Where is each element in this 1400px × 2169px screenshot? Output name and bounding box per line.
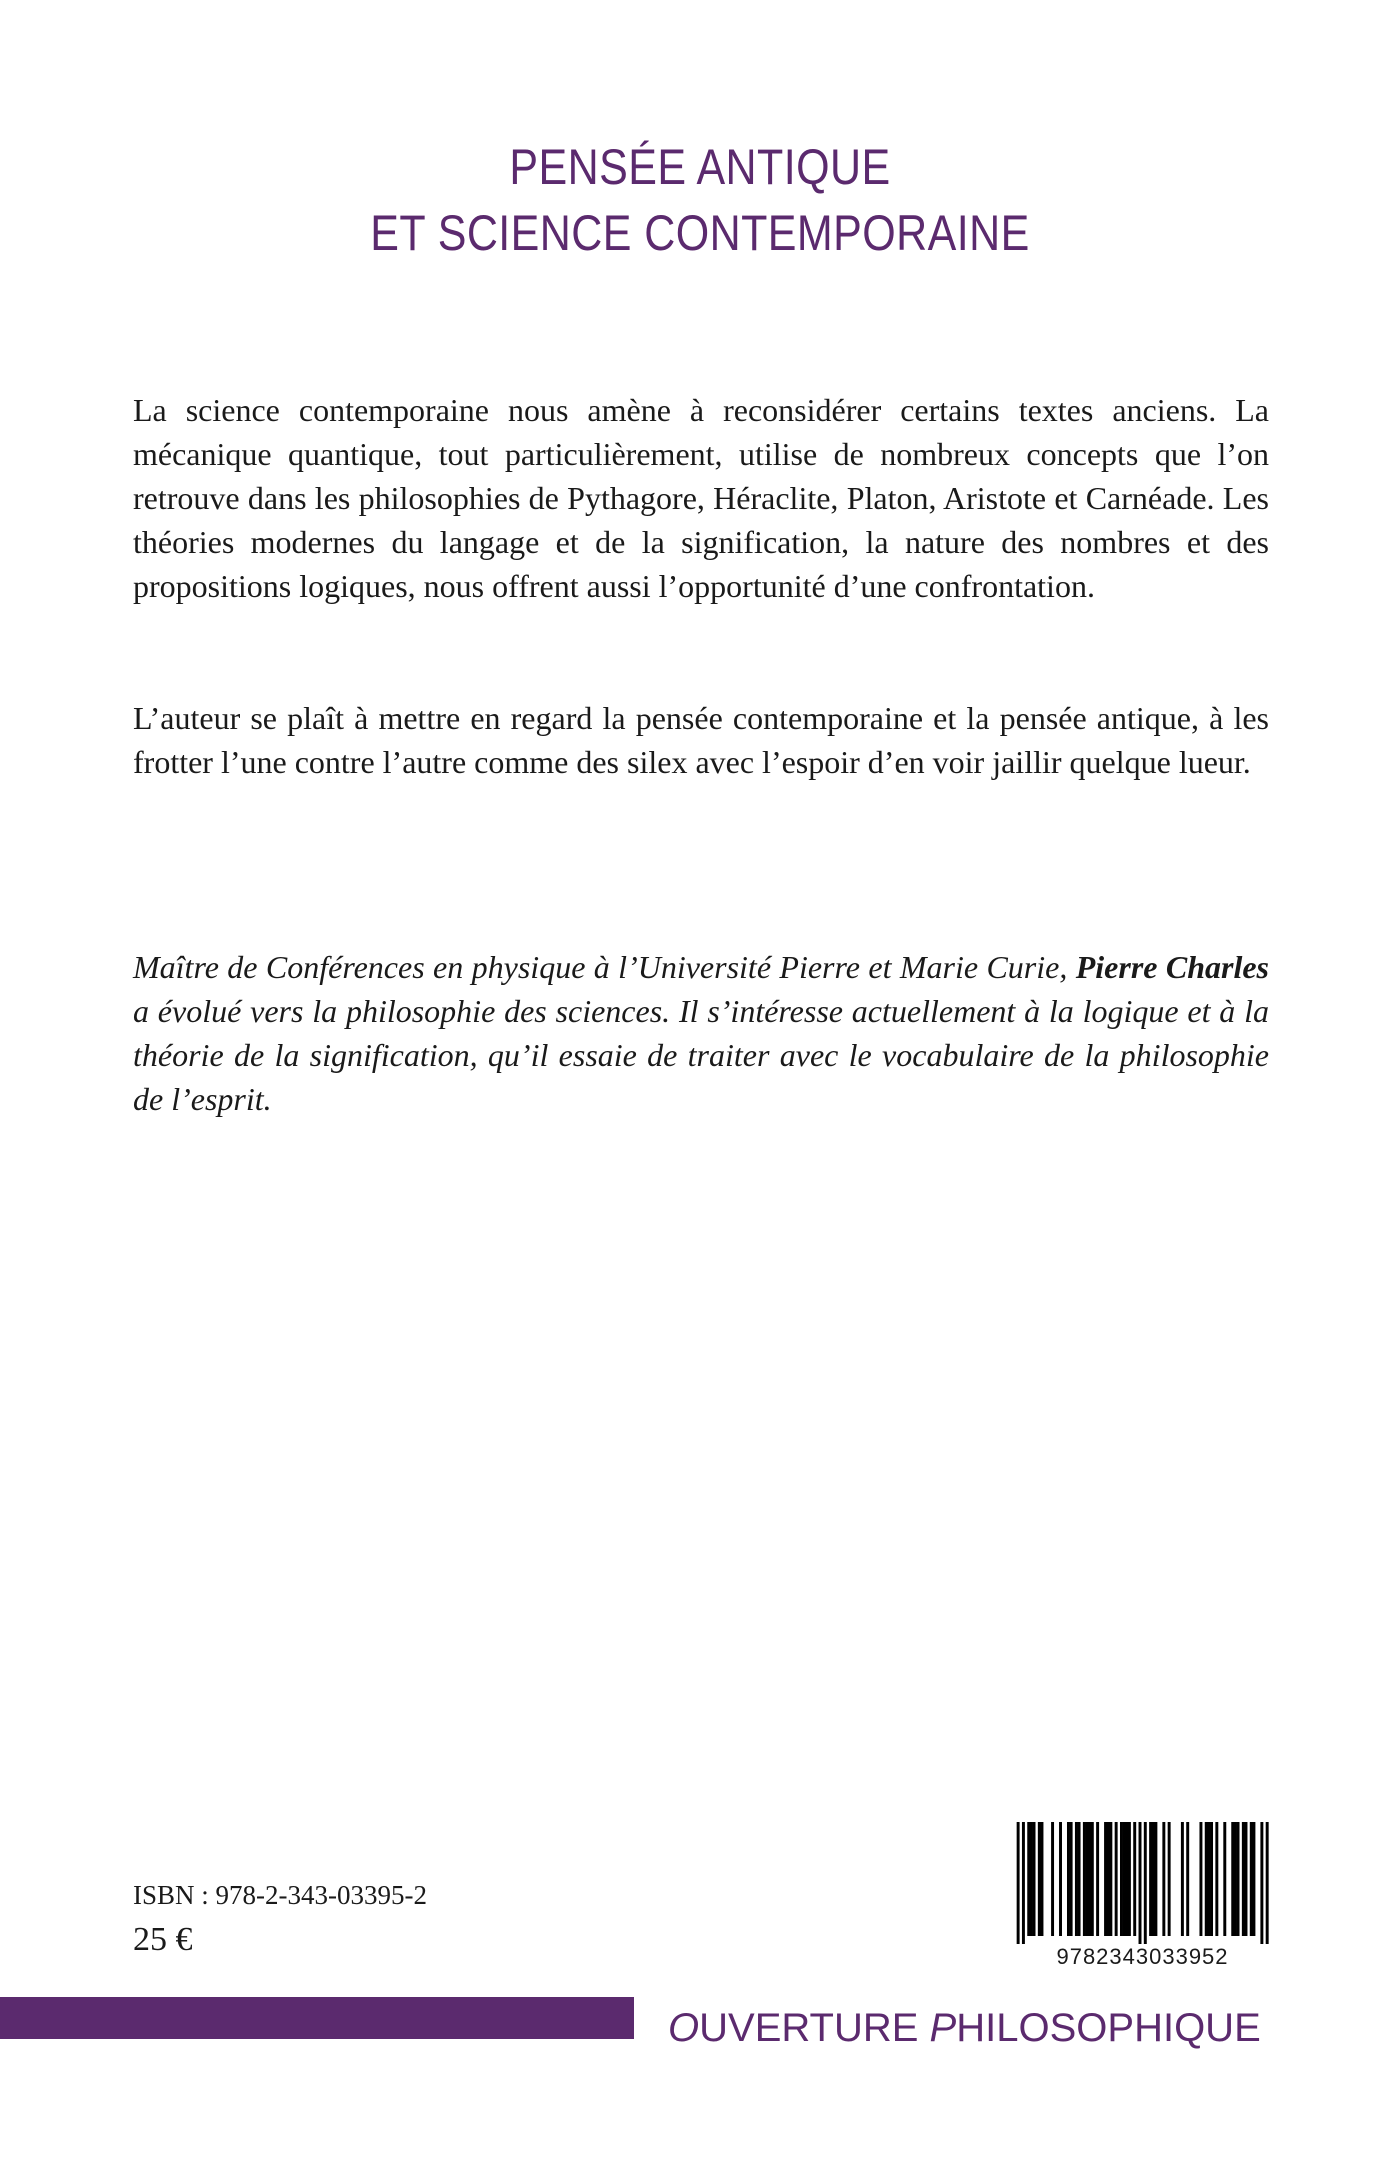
barcode-bar xyxy=(1091,1822,1094,1936)
summary-paragraph-1: La science contemporaine nous amène à reconsidérer certains textes anciens. La mécanique quantique, tout particulièrement, utilise de nombreux concepts que l’on retrouve dans les philosophies de Pythagore, Héraclite, Platon, Aristote et Carnéade. Les théories modernes du langage et de la signification, la nature des nombres et des propositions logiques, nous offrent aussi l’opportunité d’une confrontation. xyxy=(133,392,1269,604)
barcode-bar xyxy=(1104,1822,1107,1936)
barcode-bar xyxy=(1139,1822,1142,1944)
barcode-bar xyxy=(1027,1822,1030,1936)
barcode-bar xyxy=(1120,1822,1123,1936)
barcode-bar xyxy=(1234,1822,1237,1936)
barcode-bar xyxy=(1086,1822,1089,1936)
barcode-bar xyxy=(1181,1822,1184,1936)
barcode-bar xyxy=(1115,1822,1118,1936)
barcode-bar xyxy=(1260,1822,1263,1944)
barcode-bars xyxy=(1014,1822,1271,1944)
title-line-2: ET SCIENCE CONTEMPORAINE xyxy=(370,205,1030,261)
barcode-bar xyxy=(1144,1822,1147,1944)
barcode-bar xyxy=(1109,1822,1112,1936)
barcode-bar xyxy=(1152,1822,1155,1936)
barcode-bar xyxy=(1207,1822,1210,1936)
barcode-bar xyxy=(1215,1822,1218,1936)
barcode-bar xyxy=(1033,1822,1036,1936)
barcode-bar xyxy=(1154,1822,1157,1936)
barcode-bar xyxy=(1059,1822,1062,1936)
barcode-bar xyxy=(1223,1822,1226,1936)
barcode-bar xyxy=(1210,1822,1213,1936)
barcode-bar xyxy=(1096,1822,1099,1936)
collection-word-1: UVERTURE xyxy=(699,2006,930,2050)
collection-band xyxy=(0,1997,634,2039)
barcode-bar xyxy=(1168,1822,1171,1936)
barcode-bar xyxy=(1051,1822,1054,1936)
barcode-bar xyxy=(1022,1822,1025,1944)
barcode-bar xyxy=(1231,1822,1234,1936)
barcode-bar xyxy=(1083,1822,1086,1936)
collection-word-2: HILOSOPHIQUE xyxy=(956,2006,1261,2050)
collection-initial-p: P xyxy=(929,2006,957,2050)
author-bio-intro: Maître de Conférences en physique à l’Université Pierre et Marie Curie, xyxy=(133,949,1076,985)
author-bio-rest: a évolué vers la philosophie des sciences. Il s’intéresse actuellement à la logique et à la théorie de la signification, qu’il essaie de traiter avec le vocabulaire de la philosophie de l’esprit. xyxy=(133,993,1269,1117)
barcode-bar xyxy=(1266,1822,1269,1944)
collection-name xyxy=(668,2004,1368,2052)
barcode-bar xyxy=(1252,1822,1255,1936)
title-line-1: PENSÉE ANTIQUE xyxy=(509,139,891,195)
author-bio xyxy=(133,945,1269,1121)
barcode-bar xyxy=(1242,1822,1245,1936)
summary-paragraph-2: L’auteur se plaît à mettre en regard la pensée contemporaine et la pensée antique, à les frotter l’une contre l’autre comme des silex avec l’espoir d’en voir jaillir quelque lueur. xyxy=(133,700,1269,780)
barcode-bar xyxy=(1070,1822,1073,1936)
barcode-bar xyxy=(1067,1822,1070,1936)
barcode-bar xyxy=(1107,1822,1110,1936)
price: 25 € xyxy=(133,1921,193,1958)
barcode-bar xyxy=(1205,1822,1208,1936)
author-name: Pierre Charles xyxy=(1075,949,1269,985)
barcode-bar xyxy=(1128,1822,1131,1936)
barcode-bar xyxy=(1199,1822,1202,1936)
barcode-bar xyxy=(1186,1822,1189,1936)
barcode-bar xyxy=(1017,1822,1020,1944)
barcode-bar xyxy=(1078,1822,1081,1936)
barcode-bar xyxy=(1038,1822,1041,1936)
barcode xyxy=(1014,1822,1271,1970)
barcode-bar xyxy=(1245,1822,1248,1936)
barcode-bar xyxy=(1237,1822,1240,1936)
isbn: ISBN : 978-2-343-03395-2 xyxy=(133,1880,427,1910)
barcode-bar xyxy=(1125,1822,1128,1936)
barcode-bar xyxy=(1133,1822,1136,1936)
barcode-digits: 9782343033952 xyxy=(1056,1944,1229,1969)
book-title xyxy=(98,134,1302,266)
barcode-bar xyxy=(1040,1822,1043,1936)
barcode-bar xyxy=(1075,1822,1078,1936)
barcode-bar xyxy=(1123,1822,1126,1936)
barcode-bar xyxy=(1162,1822,1165,1936)
barcode-bar xyxy=(1149,1822,1152,1936)
barcode-bar xyxy=(1088,1822,1091,1936)
collection-initial-o: O xyxy=(668,2006,700,2050)
barcode-bar xyxy=(1030,1822,1033,1936)
barcode-bar xyxy=(1250,1822,1253,1936)
